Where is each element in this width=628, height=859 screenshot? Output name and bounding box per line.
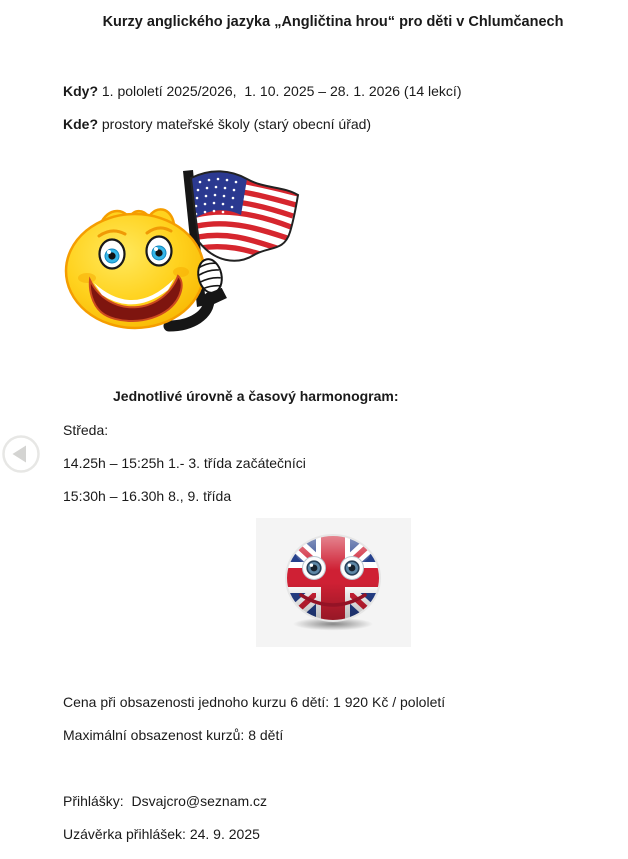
applications-label: Přihlášky: xyxy=(63,793,124,809)
capacity-line: Maximální obsazenost kurzů: 8 dětí xyxy=(63,727,284,743)
uk-flag-smiley-graphic xyxy=(256,518,411,647)
when-line xyxy=(63,82,462,100)
us-flag-smiley-image xyxy=(63,166,303,332)
price-line: Cena při obsazenosti jednoho kurzu 6 dětí: 1 920 Kč / pololetí xyxy=(63,694,446,710)
schedule-slot: 15:30h – 16.30h 8., 9. třída xyxy=(63,488,232,504)
when-text: 1. pololetí 2025/2026, 1. 10. 2025 – 28. 1. 2026 (14 lekcí) xyxy=(98,83,462,99)
page-title: Kurzy anglického jazyka „Angličtina hrou“ pro děti v Chlumčanech xyxy=(102,14,564,30)
applications-line xyxy=(63,792,267,810)
previous-page-button[interactable] xyxy=(1,434,41,474)
smiley-face xyxy=(66,209,204,328)
previous-arrow-icon xyxy=(1,434,41,474)
where-line xyxy=(63,115,371,133)
us-flag-smiley-graphic xyxy=(63,166,303,332)
deadline-line: Uzávěrka přihlášek: 24. 9. 2025 xyxy=(63,826,260,842)
when-label: Kdy? xyxy=(63,83,98,99)
uk-flag-smiley-image xyxy=(256,518,411,647)
schedule-day: Středa: xyxy=(63,422,109,438)
where-text: prostory mateřské školy (starý obecní úřad) xyxy=(98,116,372,132)
where-label: Kde? xyxy=(63,116,98,132)
email-text: Dsvajcro@seznam.cz xyxy=(123,793,268,809)
schedule-heading: Jednotlivé úrovně a časový harmonogram: xyxy=(113,388,399,404)
schedule-slot: 14.25h – 15:25h 1.- 3. třída začátečníci xyxy=(63,455,306,471)
